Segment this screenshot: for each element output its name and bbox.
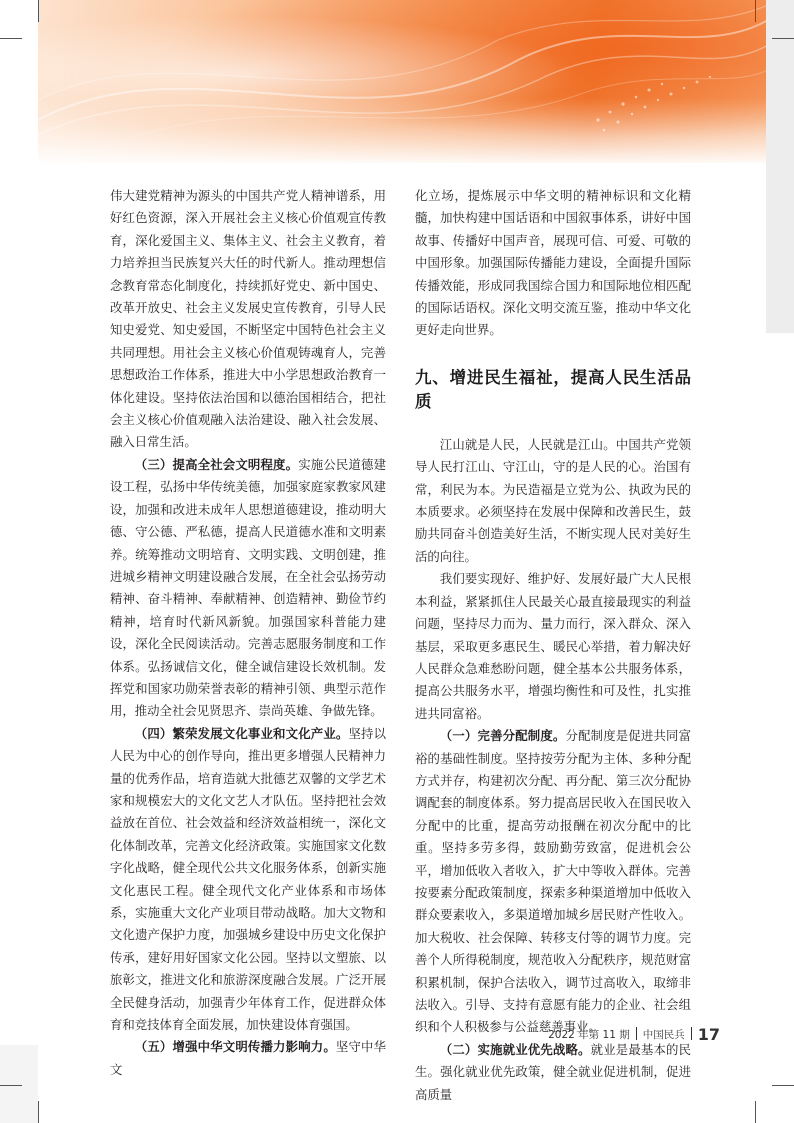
paragraph: 江山就是人民，人民就是江山。中国共产党领导人民打江山、守江山，守的是人民的心。治国有常，利民为本。为民造福是立党为公、执政为民的本质要求。必须坚持在发展中保障和改善民生，鼓励共同奋斗创造美好生活，不断实现人民对美好生活的向往。 xyxy=(415,436,691,564)
subheading: （五）增强中华文明传播力影响力。 xyxy=(134,1039,336,1055)
paragraph xyxy=(415,725,691,1039)
paragraph-body: 实施公民道德建设工程，弘扬中华传统美德，加强家庭家教家风建设，加强和改进未成年人思想道德建设，推动明大德、守公德、严私德，提高人民道德水准和文明素养。统筹推动文明培育、文明实践、文明创建，推进城乡精神文明建设融合发展，在全社会弘扬劳动精神、奋斗精神、奉献精神、创造精神、勤俭节约精神，培育时代新风新貌。加强国家科普能力建设，深化全民阅读活动。完善志愿服务制度和工作体系。弘扬诚信文化，健全诚信建设长效机制。发挥党和国家功勋荣誉表彰的精神引领、典型示范作用，推动全社会见贤思齐、崇尚英雄、争做先锋。 xyxy=(110,456,387,719)
left-column xyxy=(110,185,386,1081)
issue-label: 2022 年第 11 期 xyxy=(548,1029,630,1041)
page-edge-tab xyxy=(766,0,794,333)
paragraph xyxy=(110,454,386,723)
paragraph-body: 分配制度是促进共同富裕的基础性制度。坚持按劳分配为主体、多种分配方式并存，构建初次分配、再分配、第三次分配协调配套的制度体系。努力提高居民收入在国民收入分配中的比重，提高劳动报酬在初次分配中的比重。坚持多劳多得，鼓励勤劳致富，促进机会公平，增加低收入者收入，扩大中等收入群体。完善按要素分配政策制度，探索多种渠道增加中低收入群众要素收入，多渠道增加城乡居民财产性收入。加大税收、社会保障、转移支付等的调节力度。完善个人所得税制度，规范收入分配秩序，规范财富积累机制，保护合法收入，调节过高收入，取缔非法收入。引导、支持有意愿有能力的企业、社会组织和个人积极参与公益慈善事业。 xyxy=(415,728,692,1035)
subheading: （四）繁荣发展文化事业和文化产业。 xyxy=(134,725,349,741)
crop-mark xyxy=(0,1085,22,1086)
subheading: （二）实施就业优先战略。 xyxy=(439,1041,591,1057)
header-banner xyxy=(38,0,768,163)
paragraph-body: 就业是最基本的民生。强化就业优先政策，健全就业促进机制，促进高质量 xyxy=(415,1041,692,1102)
crop-mark xyxy=(755,1101,756,1123)
page-edge-tab-bottom xyxy=(0,1045,38,1123)
section-heading: 九、增进民生福祉，提高人民生活品质 xyxy=(415,367,691,411)
paragraph-body: 坚持以人民为中心的创作导向，推出更多增强人民精神力量的优秀作品，培育造就大批德艺双馨的文学艺术家和规模宏大的文化文艺人才队伍。坚持把社会效益放在首位、社会效益和经济效益相统一，深化文化体制改革，完善文化经济政策。实施国家文化数字化战略，健全现代公共文化服务体系，创新实施文化惠民工程。健全现代文化产业体系和市场体系，实施重大文化产业项目带动战略。加大文物和文化遗产保护力度，加强城乡建设中历史文化保护传承，建好用好国家文化公园。坚持以文塑旅、以旅彰文，推进文化和旅游深度融合发展。广泛开展全民健身活动，加强青少年体育工作，促进群众体育和竞技体育全面发展，加快建设体育强国。 xyxy=(110,725,387,1033)
crop-mark xyxy=(772,1085,794,1086)
footer-separator xyxy=(636,1027,637,1040)
paragraph xyxy=(110,723,386,1037)
paragraph xyxy=(110,1036,386,1081)
paragraph: 我们要实现好、维护好、发展好最广大人民根本利益，紧紧抓住人民最关心最直接最现实的利益问题，坚持尽力而为、量力而行，深入群众、深入基层，采取更多惠民生、暖民心举措，着力解决好人民群众急难愁盼问题，健全基本公共服务体系，提高公共服务水平，增强均衡性和可及性，扎实推进共同富裕。 xyxy=(415,571,691,721)
crop-mark xyxy=(38,1101,39,1123)
subheading: （一）完善分配制度。 xyxy=(439,728,566,744)
crop-mark xyxy=(0,38,22,39)
banner-wave-graphic xyxy=(38,0,768,163)
crop-mark xyxy=(38,0,39,22)
paragraph-body: 坚守中华文 xyxy=(110,1039,387,1077)
page-footer xyxy=(520,1025,720,1045)
paragraph: 伟大建党精神为源头的中国共产党人精神谱系，用好红色资源，深入开展社会主义核心价值观宣传教育，深化爱国主义、集体主义、社会主义教育，着力培养担当民族复兴大任的时代新人。推动理想信念教育常态化制度化，持续抓好党史、新中国史、改革开放史、社会主义发展史宣传教育，引导人民知史爱党、知史爱国，不断坚定中国特色社会主义共同理想。用社会主义核心价值观铸魂育人，完善思想政治工作体系，推进大中小学思想政治教育一体化建设。坚持依法治国和以德治国相结合，把社会主义核心价值观融入法治建设、融入社会发展、融入日常生活。 xyxy=(110,188,386,450)
right-column xyxy=(415,185,691,1106)
page-number: 17 xyxy=(697,1025,720,1044)
crop-mark xyxy=(772,38,794,39)
paragraph: 化立场，提炼展示中华文明的精神标识和文化精髓，加快构建中国话语和中国叙事体系，讲好中国故事、传播好中国声音，展现可信、可爱、可敬的中国形象。加强国际传播能力建设，全面提升国际传播效能，形成同我国综合国力和国际地位相匹配的国际话语权。深化文明交流互鉴，推动中华文化更好走向世界。 xyxy=(415,188,691,338)
footer-separator xyxy=(691,1027,692,1040)
magazine-name: 中国民兵 xyxy=(642,1029,685,1041)
subheading: （三）提高全社会文明程度。 xyxy=(134,456,299,472)
paragraph xyxy=(415,1039,691,1106)
crop-mark xyxy=(755,0,756,22)
